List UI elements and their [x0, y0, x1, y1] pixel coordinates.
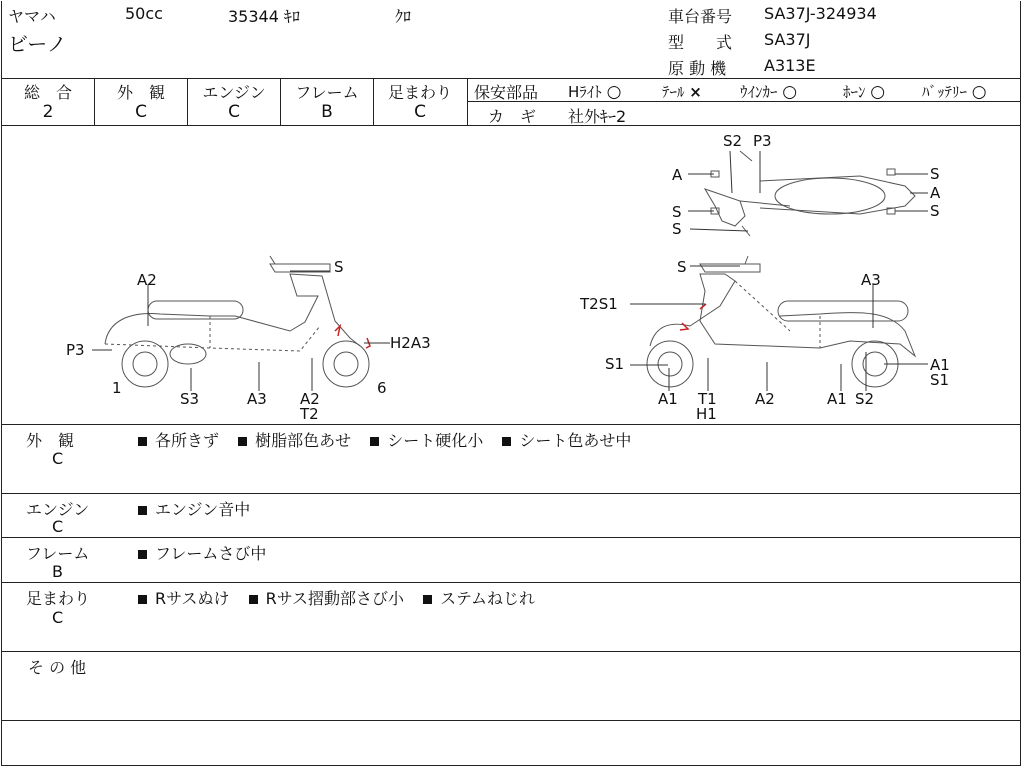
- remarks-divider: [1, 493, 1021, 494]
- grade-label-suspension: 足まわり: [387, 83, 452, 102]
- leader-lines: [92, 151, 928, 391]
- remarks-divider: [1, 720, 1021, 721]
- left-rear-wheel: [122, 341, 168, 387]
- label-right-a3: A3: [861, 271, 881, 289]
- label-right-s: S: [677, 258, 687, 276]
- label-left-t2: T2: [300, 405, 319, 423]
- remarks-divider: [1, 651, 1021, 652]
- type-label: 型 式: [668, 33, 733, 52]
- top-handle-left: [740, 151, 752, 161]
- label-right-a1-tail: A1: [930, 356, 950, 374]
- remark-label-engine: エンジン: [26, 500, 90, 519]
- left-front-hub: [334, 352, 358, 376]
- label-left-1: 1: [112, 379, 122, 397]
- label-left-s: S: [334, 258, 344, 276]
- grade-value-overall: 2: [42, 102, 54, 122]
- right-floor-seam: [735, 281, 790, 331]
- left-muffler: [170, 344, 206, 364]
- grade-label-engine: エンジン: [202, 83, 266, 102]
- remark-item: 樹脂部色あせ: [238, 431, 351, 450]
- remark-items-engine: [138, 497, 264, 520]
- safety-item-battery: ﾊﾞｯﾃﾘｰ ○: [922, 82, 987, 102]
- remark-item: ステムねじれ: [423, 589, 535, 608]
- grade-label-frame: フレーム: [295, 83, 359, 102]
- safety-item-winker: ｳｲﾝｶｰ ○: [740, 82, 798, 102]
- engine-label: 原 動 機: [668, 59, 727, 78]
- remark-item: Rサス摺動部さび小: [249, 589, 404, 608]
- label-left-p3: P3: [66, 341, 85, 359]
- label-left-a3: A3: [247, 390, 267, 408]
- remark-label-exterior: 外 観: [26, 431, 75, 450]
- remarks-divider: [1, 582, 1021, 583]
- label-right-t1: T1: [698, 390, 717, 408]
- col-divider: [467, 78, 468, 125]
- safety-item-horn: ﾎｰﾝ ○: [843, 82, 886, 102]
- label-left-6: 6: [377, 379, 387, 397]
- grade-value-suspension: C: [414, 102, 426, 122]
- label-top-p3: P3: [753, 132, 772, 150]
- remark-item: Rサスぬけ: [138, 589, 229, 608]
- label-left-s3: S3: [180, 390, 200, 408]
- headlight-mark: ○: [606, 82, 622, 102]
- remarks-divider: [1, 537, 1021, 538]
- color: ｸﾛ: [395, 7, 412, 26]
- label-left-h2a3: H2A3: [390, 334, 431, 352]
- damage-mark-left-front: [335, 326, 340, 336]
- label-right-a1: A1: [658, 390, 678, 408]
- top-view: [705, 151, 915, 236]
- grade-value-engine: C: [228, 102, 240, 122]
- key-label: カ ギ: [488, 107, 537, 126]
- grade-value-frame: B: [321, 102, 333, 122]
- scooter-damage-diagram: [0, 126, 1024, 424]
- key-value: 社外ｷｰ2: [568, 107, 627, 126]
- right-front-wheel: [647, 341, 693, 387]
- maker: ヤマハ: [8, 7, 56, 26]
- tail-mark: ×: [689, 83, 702, 101]
- remark-grade-frame: B: [52, 562, 63, 581]
- label-right-s1: S1: [605, 355, 625, 373]
- safety-item-headlight: Hﾗｲﾄ ○: [568, 82, 622, 102]
- right-rear-hub: [863, 352, 887, 376]
- left-front-wheel: [323, 341, 369, 387]
- label-right-a1-rear: A1: [827, 390, 847, 408]
- right-handlebar: [700, 264, 760, 272]
- mileage: 35344 ｷﾛ: [228, 7, 300, 26]
- label-left-a2: A2: [300, 390, 320, 408]
- label-top-s2: S2: [723, 132, 743, 150]
- right-mirror: [745, 256, 748, 264]
- remark-label-frame: フレーム: [26, 544, 90, 563]
- label-right-h1: H1: [696, 405, 717, 423]
- label-right-s2: S2: [855, 390, 875, 408]
- engine-value: A313E: [764, 56, 816, 75]
- label-top-s-left2: S: [672, 220, 682, 238]
- remark-item: シート色あせ中: [502, 431, 631, 450]
- label-top-a-left: A: [672, 166, 683, 184]
- displacement: 50cc: [125, 4, 163, 23]
- remark-item: エンジン音中: [138, 500, 250, 519]
- label-right-t2s1: T2S1: [580, 295, 618, 313]
- top-rear-winker-l: [887, 169, 895, 175]
- left-rear-hub: [133, 352, 157, 376]
- left-mirror: [270, 256, 275, 264]
- remarks-top-border: [1, 424, 1021, 425]
- top-seat: [775, 178, 885, 214]
- remark-item: 各所きず: [138, 431, 219, 450]
- battery-mark: ○: [971, 82, 987, 102]
- remark-item: シート硬化小: [370, 431, 483, 450]
- label-top-s-left1: S: [672, 203, 682, 221]
- label-top-a-right: A: [930, 184, 941, 202]
- grade-label-exterior: 外 観: [116, 83, 165, 102]
- grade-value-exterior: C: [135, 102, 147, 122]
- horn-mark: ○: [870, 82, 886, 102]
- remark-grade-engine: C: [52, 517, 64, 536]
- grade-table-top-border: [1, 78, 1021, 79]
- remark-grade-exterior: C: [52, 449, 64, 468]
- remark-items-exterior: [138, 428, 645, 451]
- model-name: ビーノ: [8, 32, 67, 56]
- remark-label-suspension: 足まわり: [26, 589, 91, 608]
- label-right-a2: A2: [755, 390, 775, 408]
- remark-label-other: そ の 他: [28, 658, 87, 677]
- chassis-value: SA37J-324934: [764, 4, 877, 23]
- remark-item: フレームさび中: [138, 544, 266, 563]
- remark-grade-suspension: C: [52, 608, 64, 627]
- remark-items-frame: [138, 541, 280, 564]
- remark-items-suspension: [138, 586, 549, 609]
- right-front-hub: [658, 352, 682, 376]
- left-floor: [105, 326, 320, 351]
- safety-label: 保安部品: [474, 83, 539, 102]
- grade-label-overall: 総 合: [23, 83, 72, 102]
- safety-item-tail: ﾃｰﾙ ×: [662, 83, 702, 101]
- label-right-s1-tail: S1: [930, 371, 950, 389]
- chassis-label: 車台番号: [668, 7, 733, 26]
- label-top-s-right1: S: [930, 165, 940, 183]
- winker-mark: ○: [782, 82, 798, 102]
- label-top-s-right2: S: [930, 202, 940, 220]
- label-left-a2-seat: A2: [137, 271, 157, 289]
- type-value: SA37J: [764, 30, 811, 49]
